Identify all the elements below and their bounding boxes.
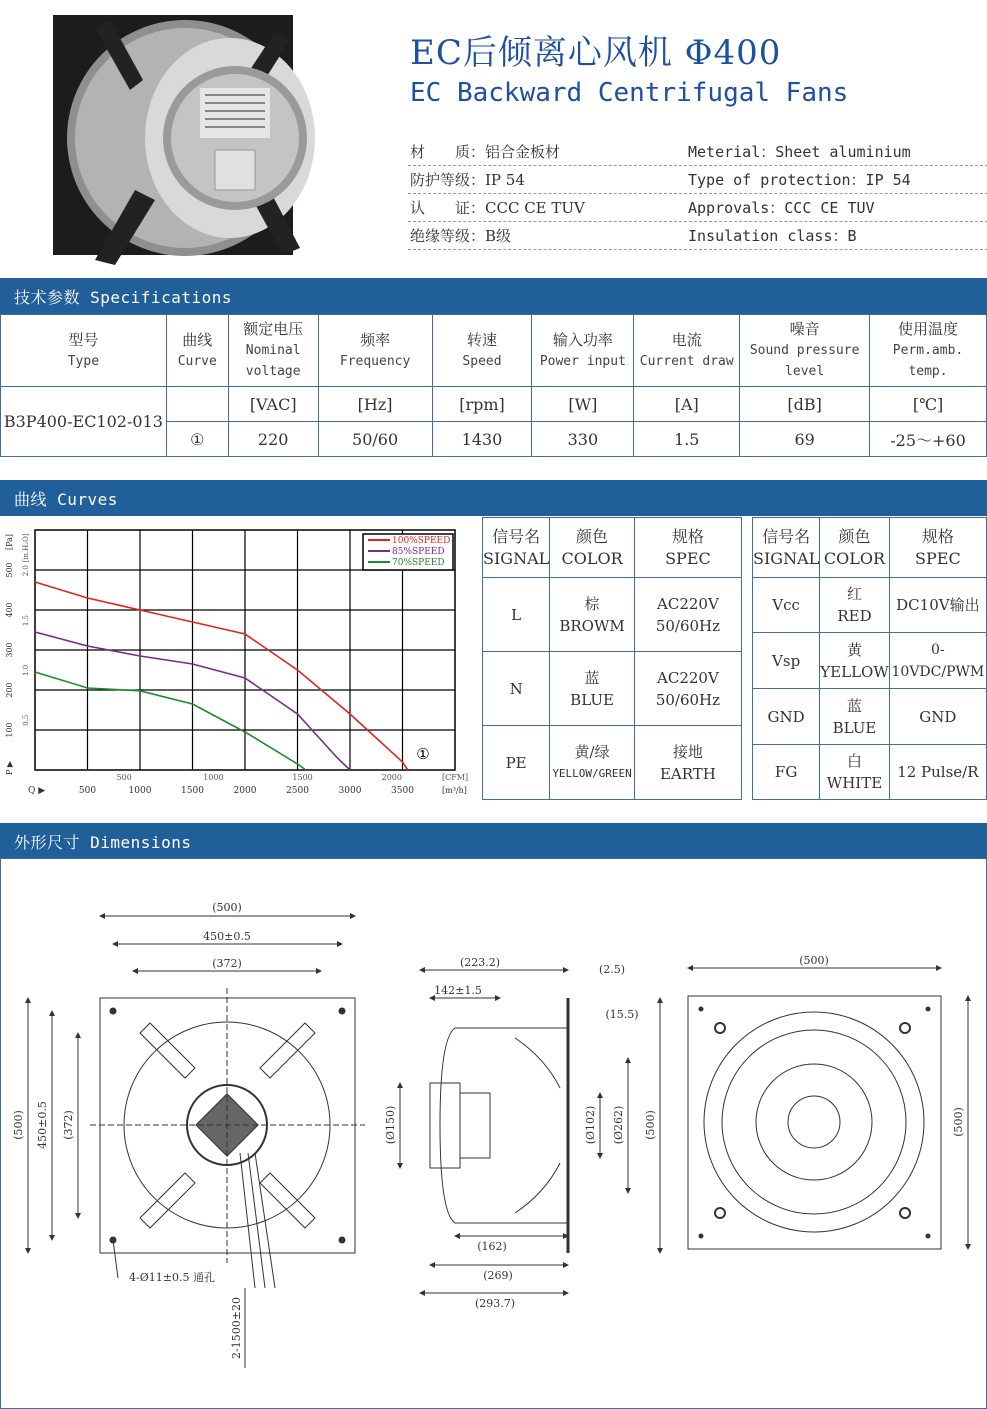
y-axis-label: [Pa] — [5, 533, 14, 551]
value-cell: 50/60 — [318, 422, 432, 457]
back-hole — [699, 1234, 703, 1238]
page-title-cn: EC后倾离心风机 Φ400 — [410, 33, 782, 73]
front-arm — [140, 1023, 195, 1078]
empty-cell — [166, 387, 228, 422]
specifications-table — [0, 314, 987, 457]
y-tick-label: 200 — [5, 682, 14, 698]
curve-marker: ① — [416, 745, 430, 763]
header-voltage: 额定电压 Nominal voltage — [228, 315, 318, 387]
dim-label: (500) — [952, 1107, 965, 1137]
dim-label: (500) — [799, 954, 829, 967]
signal-row: GND 蓝 BLUE GND — [753, 689, 987, 745]
x-tick-label: 1500 — [181, 786, 204, 796]
cable — [240, 1153, 255, 1288]
dim-label: 4-Ø11±0.5 通孔 — [129, 1271, 215, 1284]
property-row — [408, 166, 987, 194]
cfm-tick-label: 1000 — [203, 773, 224, 782]
cable — [255, 1153, 275, 1288]
signal-row: Vcc 红 RED DC10V输出 — [753, 578, 987, 633]
header-power: 输入功率 Power input — [532, 315, 634, 387]
back-ring — [756, 1064, 872, 1180]
y-tick-label: 400 — [5, 602, 14, 618]
dim-label: (293.7) — [474, 1297, 516, 1310]
dim-label: (Ø262) — [612, 1105, 625, 1145]
unit-cell: [W] — [532, 387, 634, 422]
inh2o-tick-label: 0.5 — [22, 714, 30, 726]
dim-label: 142±1.5 — [434, 984, 482, 997]
y-tick-label: 100 — [5, 722, 14, 738]
header-speed: 转速 Speed — [432, 315, 532, 387]
back-view — [688, 968, 968, 1249]
x-tick-labels — [28, 786, 467, 796]
value-cell: 1430 — [432, 422, 532, 457]
side-hub — [460, 1093, 490, 1158]
performance-chart — [0, 518, 470, 802]
value-cell: 330 — [532, 422, 634, 457]
dim-label: (269) — [483, 1269, 513, 1282]
x-axis-symbol: Q ▶ — [28, 786, 46, 796]
header-current: 电流 Current draw — [634, 315, 740, 387]
front-arm — [260, 1023, 315, 1078]
mount-hole — [110, 1008, 116, 1014]
header-frequency: 频率 Frequency — [318, 315, 432, 387]
side-blade — [515, 1163, 560, 1213]
dimensions-bar: 外形尺寸 Dimensions — [0, 823, 987, 859]
x-axis-label: [m³/h] — [442, 786, 467, 795]
y-tick-label: 300 — [5, 642, 14, 658]
header-temp: 使用温度 Perm.amb. temp. — [870, 315, 987, 387]
side-frame — [440, 1028, 568, 1223]
chart-legend — [363, 534, 453, 570]
signal-row: Vsp 黄 YELLOW 0-10VDC/PWM — [753, 633, 987, 689]
y-axis-symbol: P ▶ — [5, 760, 14, 776]
property-row — [408, 138, 987, 166]
property-cn: 绝缘等级：B级 — [410, 227, 512, 245]
x-tick-label: 3000 — [338, 786, 362, 796]
header-curve: 曲线 Curve — [166, 315, 228, 387]
dim-label: 450±0.5 — [36, 1101, 49, 1149]
dim-label: (500) — [12, 1110, 25, 1140]
property-row — [408, 194, 987, 222]
property-cn: 防护等级：IP 54 — [410, 171, 525, 189]
dim-label: (162) — [477, 1240, 507, 1253]
value-cell: -25～+60 — [870, 422, 987, 457]
cfm-tick-label: 500 — [116, 773, 132, 782]
value-cell: 69 — [740, 422, 870, 457]
curve-cell: ① — [166, 422, 228, 457]
back-mount — [900, 1023, 910, 1033]
dim-label: (372) — [62, 1110, 75, 1140]
inh2o-tick-label: 1.0 — [22, 664, 30, 676]
unit-cell: [Hz] — [318, 387, 432, 422]
dim-label: 450±0.5 — [203, 930, 251, 943]
cfm-tick-label: 1500 — [292, 773, 313, 782]
x-tick-label: 500 — [78, 786, 97, 796]
back-mount — [715, 1023, 725, 1033]
y-tick-labels — [5, 534, 14, 775]
x-tick-label: 1000 — [128, 786, 152, 796]
unit-cell: [dB] — [740, 387, 870, 422]
signal-header-row: 信号名 SIGNAL 颜色 COLOR 规格 SPEC — [753, 518, 987, 578]
mount-hole — [339, 1237, 345, 1243]
back-mount — [900, 1208, 910, 1218]
cable — [248, 1153, 265, 1288]
legend-label: 100%SPEED — [392, 536, 451, 546]
dim-label: (15.5) — [605, 1008, 639, 1021]
legend-label: 70%SPEED — [392, 558, 445, 568]
property-row — [408, 222, 987, 250]
dim-label: 2-1500±20 — [230, 1297, 243, 1359]
cfm-tick-label: 2000 — [381, 773, 402, 782]
signal-row: L 棕 BROWM AC220V 50/60Hz — [483, 578, 742, 652]
drawing-frame — [1, 859, 987, 1409]
signal-table-power — [482, 517, 742, 800]
back-plate — [688, 996, 941, 1249]
back-hub — [788, 1096, 840, 1148]
back-hole — [926, 1234, 930, 1238]
page-title-en: EC Backward Centrifugal Fans — [410, 78, 849, 108]
value-cell: 1.5 — [634, 422, 740, 457]
value-cell: 220 — [228, 422, 318, 457]
x-tick-label: 2000 — [233, 786, 257, 796]
y-tick-label: 500 — [5, 562, 14, 578]
property-en: Insulation class：B — [688, 227, 857, 245]
inh2o-tick-labels — [22, 533, 30, 726]
specifications-bar: 技术参数 Specifications — [0, 278, 987, 314]
type-cell: B3P400-EC102-013 — [1, 387, 167, 457]
mount-hole — [339, 1008, 345, 1014]
property-en: Meterial：Sheet aluminium — [688, 143, 911, 161]
property-cn: 认 证：CCC CE TUV — [410, 199, 585, 217]
spec-units-row — [1, 387, 987, 422]
property-en: Type of protection：IP 54 — [688, 171, 911, 189]
unit-cell: [VAC] — [228, 387, 318, 422]
unit-cell: [rpm] — [432, 387, 532, 422]
inh2o-tick-label: 2.0 — [22, 565, 30, 577]
inh2o-axis-label: [in.H₂O] — [22, 533, 30, 563]
signal-header-row: 信号名 SIGNAL 颜色 COLOR 规格 SPEC — [483, 518, 742, 578]
signal-table-control — [752, 517, 987, 800]
dim-label: (2.5) — [598, 963, 626, 976]
x-tick-label: 3500 — [391, 786, 414, 796]
legend-label: 85%SPEED — [392, 547, 445, 557]
side-blade — [515, 1038, 560, 1088]
back-ring — [704, 1012, 924, 1232]
signal-row: PE 黄/绿 YELLOW/GREEN 接地 EARTH — [483, 726, 742, 800]
signal-row: N 蓝 BLUE AC220V 50/60Hz — [483, 652, 742, 726]
fan-photo — [35, 10, 325, 272]
header-noise: 噪音 Sound pressure level — [740, 315, 870, 387]
dim-label: (223.2) — [459, 956, 501, 969]
properties-list — [408, 138, 987, 250]
header-type: 型号 Type — [1, 315, 167, 387]
property-en: Approvals：CCC CE TUV — [688, 199, 875, 217]
back-hole — [926, 1007, 930, 1011]
unit-cell: [A] — [634, 387, 740, 422]
side-motor — [430, 1083, 460, 1168]
curves-bar: 曲线 Curves — [0, 480, 987, 516]
property-cn: 材 质：铝合金板材 — [410, 143, 561, 161]
back-ring — [722, 1030, 906, 1214]
spec-header-row — [1, 315, 987, 387]
front-view — [28, 916, 365, 1368]
signal-row: FG 白 WHITE 12 Pulse/R — [753, 745, 987, 800]
back-hole — [699, 1007, 703, 1011]
leader — [113, 1240, 118, 1278]
cfm-tick-labels — [117, 773, 469, 782]
dim-label: (372) — [212, 957, 242, 970]
unit-cell: [℃] — [870, 387, 987, 422]
dim-label: (500) — [212, 901, 242, 914]
dim-label: (Ø150) — [384, 1105, 397, 1145]
cfm-axis-label: [CFM] — [442, 773, 469, 782]
dim-label: (Ø102) — [584, 1105, 597, 1145]
back-mount — [715, 1208, 725, 1218]
x-tick-label: 2500 — [286, 786, 309, 796]
inh2o-tick-label: 1.5 — [22, 614, 30, 627]
dim-label: (500) — [644, 1110, 657, 1140]
dimension-drawings — [0, 858, 987, 1409]
